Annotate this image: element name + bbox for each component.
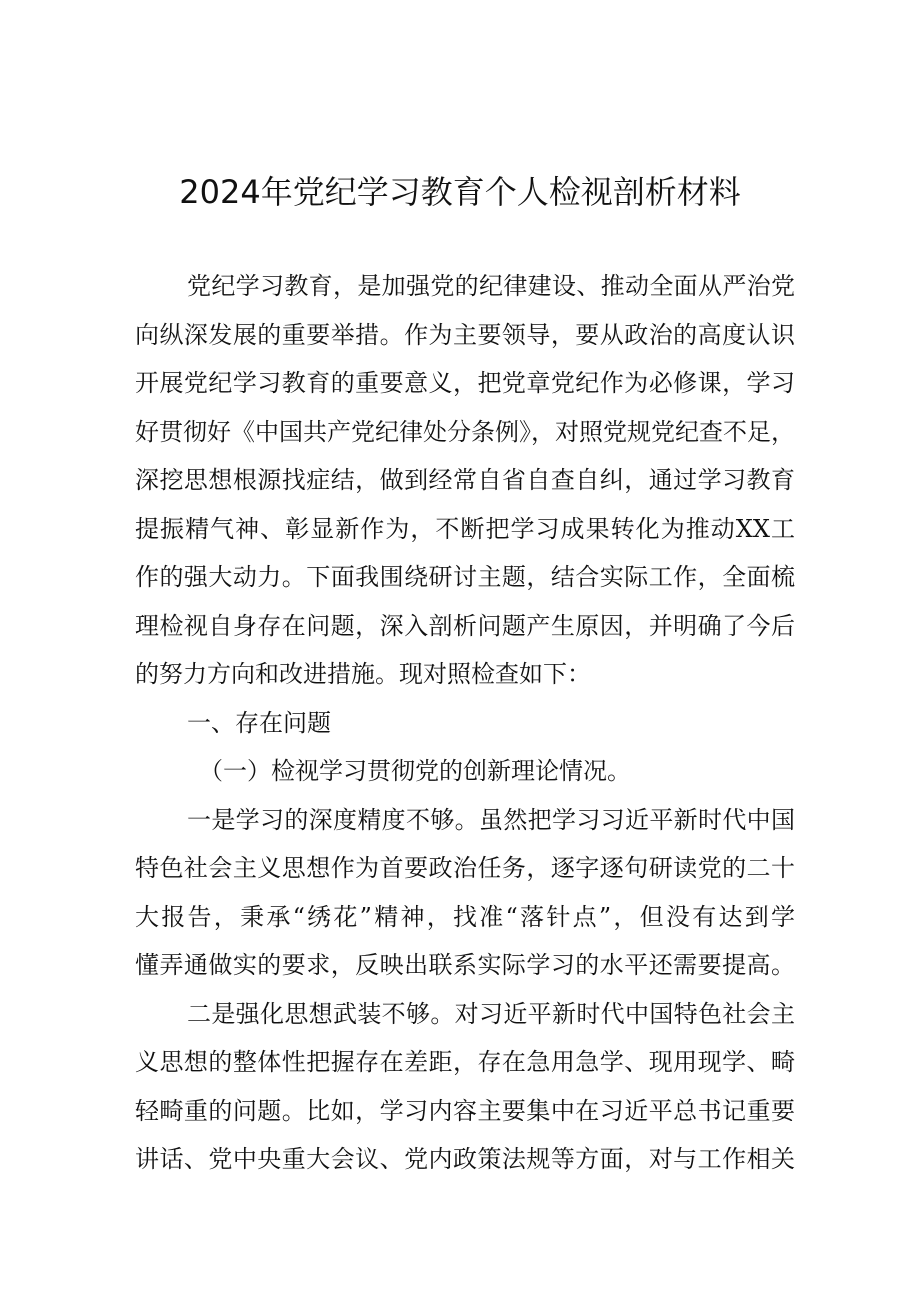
point-line: 义思想的整体性把握存在差距，存在急用急学、现用现学、畸 [135, 1048, 795, 1076]
intro-line: 提振精气神、彰显新作为，不断把学习成果转化为推动XX工 [135, 514, 795, 543]
section-heading: 一、存在问题 [187, 708, 331, 737]
intro-line: 作的强大动力。下面我围绕研讨主题，结合实际工作，全面梳 [135, 563, 795, 591]
point-line: 讲话、党中央重大会议、党内政策法规等方面，对与工作相关 [135, 1145, 795, 1173]
intro-line: 理检视自身存在问题，深入剖析问题产生原因，并明确了今后 [135, 611, 795, 640]
intro-line: 向纵深发展的重要举措。作为主要领导，要从政治的高度认识 [135, 320, 795, 349]
point-line: 懂弄通做实的要求，反映出联系实际学习的水平还需要提高。 [135, 951, 795, 979]
point-line: 轻畸重的问题。比如，学习内容主要集中在习近平总书记重要 [135, 1096, 795, 1125]
intro-line: 开展党纪学习教育的重要意义，把党章党纪作为必修课，学习 [135, 369, 795, 397]
subsection-heading: （一）检视学习贯彻党的创新理论情况。 [199, 757, 631, 785]
point-line: 特色社会主义思想作为首要政治任务，逐字逐句研读党的二十 [135, 854, 795, 882]
point-line: 二是强化思想武装不够。对习近平新时代中国特色社会主 [187, 999, 795, 1028]
intro-line: 好贯彻好《中国共产党纪律处分条例》，对照党规党纪查不足， [135, 417, 795, 446]
intro-line: 党纪学习教育，是加强党的纪律建设、推动全面从严治党 [187, 272, 795, 300]
point-line: 一是学习的深度精度不够。虽然把学习习近平新时代中国 [187, 805, 795, 834]
point-line: 大报告，秉承“绣花”精神，找准“落针点”，但没有达到学 [135, 902, 795, 931]
document-body [135, 262, 795, 1184]
intro-line: 的努力方向和改进措施。现对照检查如下： [135, 660, 591, 688]
document-title: 2024年党纪学习教育个人检视剖析材料 [179, 173, 741, 211]
intro-line: 深挖思想根源找症结，做到经常自省自查自纠，通过学习教育 [135, 466, 795, 494]
